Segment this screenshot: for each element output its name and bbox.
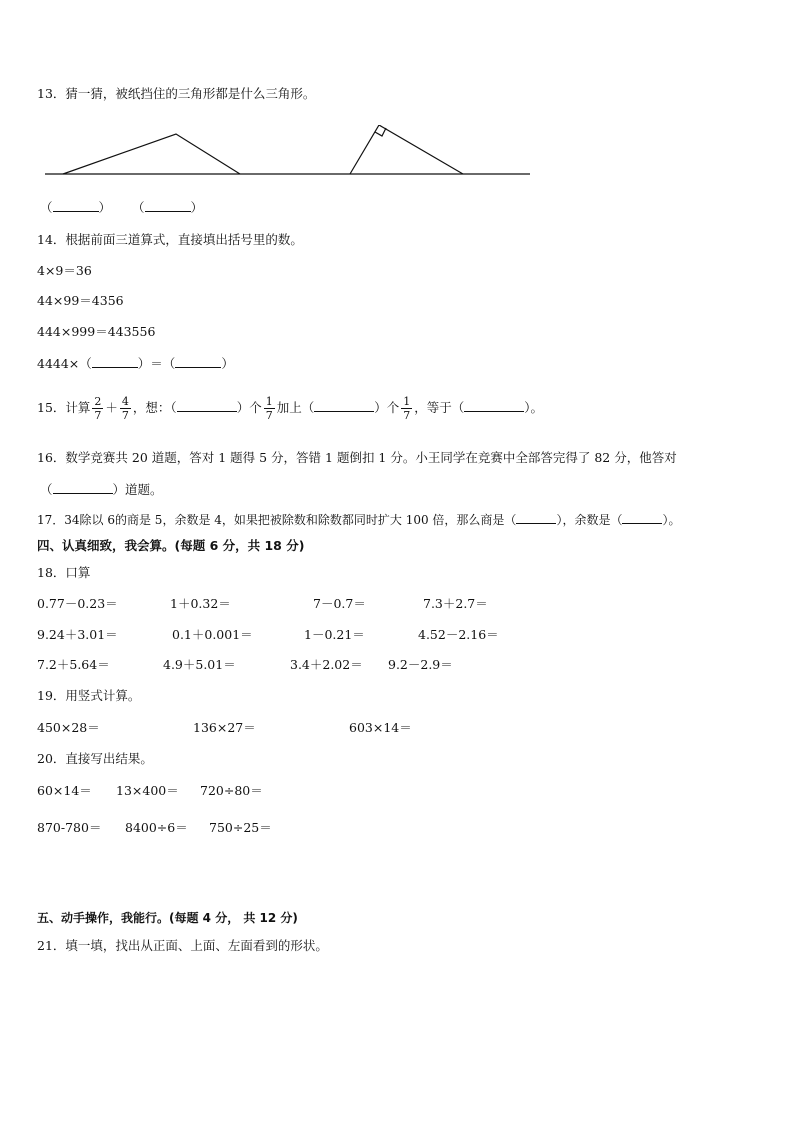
q13-right-triangle xyxy=(350,125,463,174)
q18-r2-c1: 9.24＋3.01＝ xyxy=(37,627,118,642)
q15-line: 15．计算 $\frac{2}{7}$ ＋ $\frac{4}{7}$ ，想：（ ）个 $\frac{1}{7}$ 加上（ ）个 $\frac{1}{7}$ ，等于（ ）。 xyxy=(37,395,544,422)
q13-answer-row-2: （ ） xyxy=(132,200,204,215)
q15-blank-1[interactable] xyxy=(177,401,237,412)
fraction-1-7-b: $\frac{1}{7}$ xyxy=(403,395,411,422)
fraction-1-7-a: $\frac{1}{7}$ xyxy=(265,395,273,422)
q14-line-4: 4444×（ ）＝（ ） xyxy=(37,356,234,371)
q20-title: 20．直接写出结果。 xyxy=(37,751,153,766)
q17-line: 17．34除以 6的商是 5，余数是 4，如果把被除数和除数都同时扩大 100 倍，那么商是（ ），余数是（ ）。 xyxy=(37,513,681,527)
q18-r2-c4: 4.52－2.16＝ xyxy=(418,627,499,642)
q18-r1-c2: 1＋0.32＝ xyxy=(170,596,231,611)
q13-answer-row: （ ） xyxy=(40,200,112,215)
q14-line-1: 4×9＝36 xyxy=(37,263,92,278)
q20-r2-c3: 750÷25＝ xyxy=(209,820,272,835)
q13-triangles-figure xyxy=(40,125,535,180)
q21-title: 21．填一填，找出从正面、上面、左面看到的形状。 xyxy=(37,938,328,953)
q18-r2-c2: 0.1＋0.001＝ xyxy=(172,627,253,642)
q19-item-1: 450×28＝ xyxy=(37,720,100,735)
q16-blank[interactable] xyxy=(53,483,113,494)
q18-r1-c4: 7.3＋2.7＝ xyxy=(423,596,488,611)
q18-r3-c2: 4.9＋5.01＝ xyxy=(163,657,236,672)
fraction-4-7: $\frac{4}{7}$ xyxy=(121,395,129,422)
q18-r3-c4: 9.2－2.9＝ xyxy=(388,657,453,672)
q18-r2-c3: 1－0.21＝ xyxy=(304,627,365,642)
q20-r1-c3: 720÷80＝ xyxy=(200,783,263,798)
q20-r1-c2: 13×400＝ xyxy=(116,783,179,798)
q15-blank-3[interactable] xyxy=(464,401,524,412)
section-4-heading: 四、认真细致，我会算。(每题 6 分，共 18 分) xyxy=(37,538,305,553)
q14-blank-1[interactable] xyxy=(92,357,138,368)
q18-r1-c3: 7－0.7＝ xyxy=(313,596,366,611)
q14-line-2: 44×99＝4356 xyxy=(37,293,124,308)
q18-title: 18．口算 xyxy=(37,565,91,580)
q13-blank-1[interactable] xyxy=(53,201,99,212)
q19-item-3: 603×14＝ xyxy=(349,720,412,735)
q13-obtuse-triangle xyxy=(63,134,240,174)
q14-blank-2[interactable] xyxy=(175,357,221,368)
q13-title: 13．猜一猜，被纸挡住的三角形都是什么三角形。 xyxy=(37,86,316,101)
q16-line-2: （ ）道题。 xyxy=(40,482,163,497)
q14-line-3: 444×999＝443556 xyxy=(37,324,156,339)
q17-blank-2[interactable] xyxy=(622,513,662,524)
q18-r3-c1: 7.2＋5.64＝ xyxy=(37,657,110,672)
q20-r2-c2: 8400÷6＝ xyxy=(125,820,188,835)
q17-blank-1[interactable] xyxy=(516,513,556,524)
q18-r1-c1: 0.77－0.23＝ xyxy=(37,596,118,611)
q15-blank-2[interactable] xyxy=(314,401,374,412)
q13-blank-2[interactable] xyxy=(145,201,191,212)
q20-r1-c1: 60×14＝ xyxy=(37,783,92,798)
q20-r2-c1: 870-780＝ xyxy=(37,820,102,835)
q19-item-2: 136×27＝ xyxy=(193,720,256,735)
q14-title: 14．根据前面三道算式，直接填出括号里的数。 xyxy=(37,232,303,247)
q16-line-1: 16．数学竞赛共 20 道题，答对 1 题得 5 分，答错 1 题倒扣 1 分。小王同学在竞赛中全部答完得了 82 分，他答对 xyxy=(37,450,677,465)
q18-r3-c3: 3.4＋2.02＝ xyxy=(290,657,363,672)
q19-title: 19．用竖式计算。 xyxy=(37,688,141,703)
fraction-2-7: $\frac{2}{7}$ xyxy=(94,395,102,422)
section-5-heading: 五、动手操作，我能行。(每题 4 分， 共 12 分) xyxy=(37,911,298,925)
